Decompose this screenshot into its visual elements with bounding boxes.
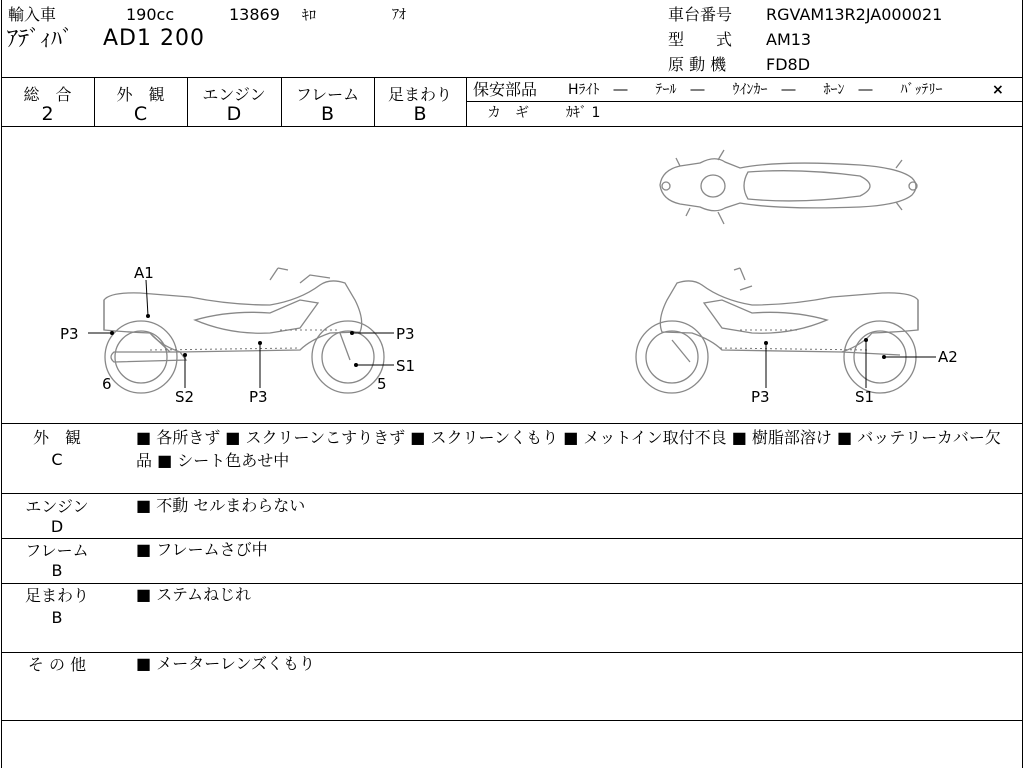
label-5: 5	[377, 375, 387, 393]
label-s1-left: S1	[396, 357, 416, 375]
model-sub: AD1 200	[103, 26, 205, 51]
displacement: 190cc	[126, 5, 175, 24]
grade-label-suspension: 足まわり	[387, 85, 452, 104]
engine-label: 原 動 機	[668, 55, 727, 74]
mileage-unit: ｷﾛ	[302, 8, 316, 24]
section-text: ■ 不動 セルまわらない	[136, 496, 306, 515]
key-label: カ ギ	[487, 105, 529, 121]
section-text: ■ 各所きず ■ スクリーンこすりきず ■ スクリーンくもり ■ メットイン取付不良 ■ 樹脂部溶け ■ バッテリーカバー欠品 ■ シート色あせ中	[136, 428, 1001, 470]
scooter-top-view	[660, 150, 917, 224]
label-p3-bottom-right: P3	[751, 388, 770, 406]
section-grade: B	[51, 561, 63, 580]
divider	[466, 77, 467, 126]
label-s1-bottom-right: S1	[855, 388, 875, 406]
grade-label-frame: フレーム	[295, 85, 360, 104]
divider	[1, 77, 1023, 78]
grade-value-exterior: C	[133, 103, 148, 125]
section-grade: D	[50, 517, 64, 536]
section-title: 足まわり	[24, 586, 89, 605]
type-value: AM13	[766, 30, 812, 49]
engine-value: FD8D	[766, 55, 811, 74]
section-text: ■ メーターレンズくもり	[136, 654, 316, 673]
section-title: エンジン	[25, 497, 89, 516]
grade-label-overall: 総 合	[23, 85, 72, 104]
divider	[1, 423, 1023, 424]
section-title: フレーム	[25, 541, 89, 560]
section-title: そ の 他	[27, 655, 87, 674]
label-a1: A1	[134, 264, 154, 282]
type-label: 型 式	[668, 30, 733, 49]
grade-value-suspension: B	[413, 103, 427, 125]
label-a2: A2	[938, 348, 958, 366]
model-name: ｱﾃﾞｨﾊﾞ	[7, 27, 74, 52]
frame-no-label: 車台番号	[668, 5, 733, 24]
section-text: ■ フレームさび中	[136, 540, 268, 559]
grade-label-engine: エンジン	[202, 85, 266, 104]
divider	[1, 720, 1023, 721]
divider	[466, 101, 1023, 102]
color: ｱｵ	[392, 7, 406, 23]
grade-value-frame: B	[320, 103, 335, 125]
import-label: 輸入車	[8, 5, 57, 24]
section-text: ■ ステムねじれ	[136, 585, 252, 604]
frame-no: RGVAM13R2JA000021	[766, 5, 943, 24]
mileage: 13869	[229, 5, 280, 24]
label-p3-right: P3	[396, 325, 415, 343]
grade-value-overall: 2	[41, 103, 54, 125]
battery-mark: ×	[992, 82, 1004, 98]
grade-label-exterior: 外 観	[116, 85, 165, 104]
grade-value-engine: D	[226, 103, 242, 125]
section-title: 外 観	[32, 428, 81, 447]
scooter-diagram	[0, 127, 1024, 423]
label-p3-left: P3	[60, 325, 79, 343]
label-6: 6	[102, 375, 112, 393]
key-value: ｶｷﾞ 1	[566, 105, 601, 121]
safety-label: 保安部品	[473, 80, 538, 99]
label-p3-bottom-left: P3	[249, 388, 268, 406]
section-grade: C	[51, 450, 63, 469]
label-s2: S2	[175, 388, 195, 406]
safety-items: Hﾗｲﾄ ― ﾃｰﾙ ― ｳｲﾝｶｰ ― ﾎｰﾝ ― ﾊﾞｯﾃﾘｰ	[568, 82, 943, 98]
section-grade: B	[51, 608, 63, 627]
